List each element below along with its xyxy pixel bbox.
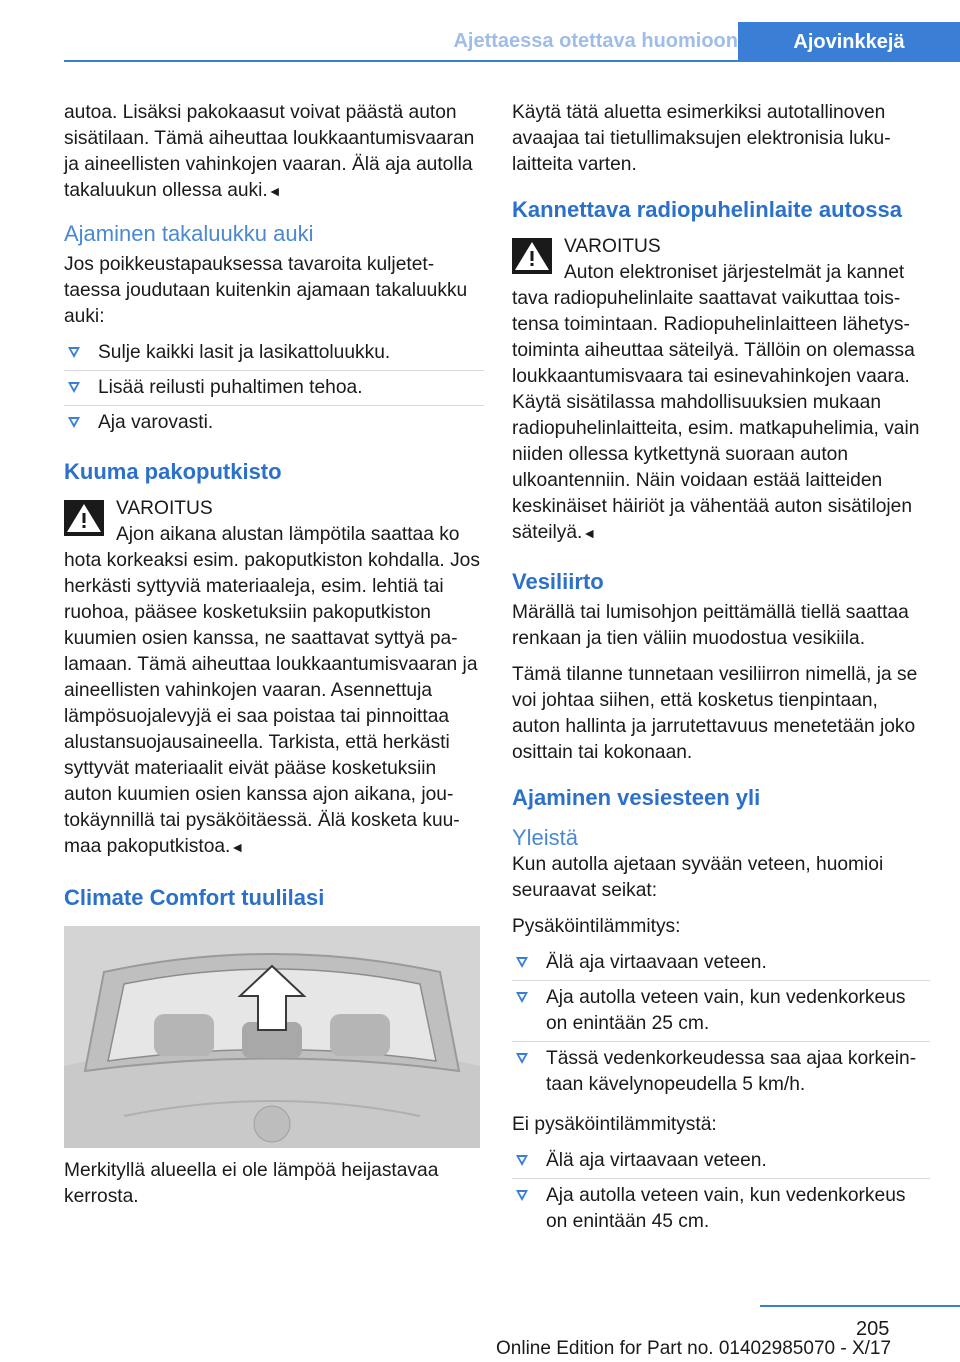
warning-label: VAROITUS (564, 236, 661, 257)
page-number: 205 (856, 1318, 890, 1340)
bullet-triangle-icon (516, 957, 528, 968)
end-mark-icon: ◄ (230, 839, 245, 855)
windshield-illustration (64, 926, 480, 1148)
header-chapter-tab: Ajovinkkejä (738, 22, 960, 62)
header-rule (64, 60, 960, 62)
bullet-triangle-icon (516, 992, 528, 1003)
left-column (64, 100, 484, 1220)
page-header (64, 0, 960, 62)
list-item: Aja autolla veteen vain, kun vedenkorkeus on enintään 45 cm. (512, 1183, 930, 1239)
footer-edition: Online Edition for Part no. 01402985070 - X/17 (496, 1338, 892, 1359)
bullet-triangle-icon (516, 1190, 528, 1201)
warning-triangle-icon (64, 500, 104, 536)
windshield-figure (64, 926, 480, 1148)
section-heading-climate-windshield: Climate Comfort tuulilasi (64, 885, 325, 910)
header-section-title: Ajettaessa otettava huomioon (453, 30, 738, 52)
list-item: Lisää reilusti puhaltimen tehoa. (64, 375, 484, 406)
open-tailgate-list (64, 340, 484, 440)
bullet-triangle-icon (68, 382, 80, 393)
section-heading-open-tailgate: Ajaminen takaluukku auki (64, 221, 314, 246)
warning-text: tava radiopuhelinlaite saattavat vaikuttaa toistensa toimintaan. Radiopuhelinlaitteen lähetystoiminta aiheuttaa säteilyä. Tällöin on olemassa loukkaantumisvaara tai esinevahinkojen vaara. Käytä sisätilassa mahdollisuuksien mukaan radiopuhelinlaitteita, esim. matkapuhelimia, vain niiden ollessa kytkettynä suoraan auton ulkoantenniin. Näin voidaan estää laitteiden keskinäiset häiriöt ja vähentää auton sisätilojen säteilyä.◄ (512, 288, 920, 543)
list-item: Älä aja virtaavaan veteen. (512, 950, 930, 981)
warning-triangle-icon (512, 238, 552, 274)
list-item: Sulje kaikki lasit ja lasikattoluukku. (64, 340, 484, 371)
bullet-triangle-icon (68, 417, 80, 428)
right-column (512, 100, 930, 1249)
water-crossing-paragraph: Kun autolla ajetaan syvään veteen, huomioi seuraavat seikat: (512, 854, 884, 901)
list-item: Aja autolla veteen vain, kun vedenkorkeus on enintään 25 cm. (512, 985, 930, 1042)
right-intro-paragraph: Käytä tätä aluetta esimerkiksi autotallinoven avaajaa tai tietullimaksujen elektronisia lukulaitteita varten. (512, 102, 891, 175)
list-item: Tässä vedenkorkeudessa saa ajaa korkeintaan kävelynopeudella 5 km/h. (512, 1046, 930, 1102)
heater-label: Pysäköintilämmitys: (512, 916, 681, 937)
figure-caption: Merkityllä alueella ei ole lämpöä heijastavaa kerrosta. (64, 1160, 439, 1207)
left-intro-paragraph: autoa. Lisäksi pakokaasut voivat päästä auton sisätilaan. Tämä aiheuttaa loukkaantumisvaaran ja aineellisten vahinkojen vaaran. Älä aja autolla takaluukun ollessa auki.◄ (64, 102, 475, 201)
bullet-triangle-icon (516, 1053, 528, 1064)
warning-block-exhaust (64, 496, 484, 860)
end-mark-icon: ◄ (267, 183, 282, 199)
section-heading-radio-phone: Kannettava radiopuhelinlaite autossa (512, 197, 902, 222)
list-item: Älä aja virtaavaan veteen. (512, 1148, 930, 1179)
heater-list (512, 950, 930, 1102)
no-heater-list (512, 1148, 930, 1239)
end-mark-icon: ◄ (582, 525, 597, 541)
open-tailgate-paragraph: Jos poikkeustapauksessa tavaroita kuljetettaessa joudutaan kuitenkin ajamaan takaluukku auki: (64, 254, 468, 327)
section-heading-water-crossing: Ajaminen vesiesteen yli (512, 785, 761, 810)
no-heater-label: Ei pysäköintilämmitystä: (512, 1114, 717, 1135)
aquaplaning-paragraph-2: Tämä tilanne tunnetaan vesiliirron nimellä, ja se voi johtaa siihen, että kosketus tienpintaan, auton hallinta ja jarrutettavuus menetetään joko osittain tai kokonaan. (512, 664, 918, 763)
warning-text-first-line: Auton elektroniset järjestelmät ja kannet (564, 262, 905, 283)
warning-text: hota korkeaksi esim. pakoputkiston kohdalla. Jos herkästi syttyviä materiaaleja, esim. lehtiä tai ruohoa, pääsee kosketuksiin pakoputkiston kuumien osien kanssa, ne saattavat syttyä palamaan. Tämä aiheuttaa loukkaantumisvaaran ja aineellisten vahinkojen vaaran. Asennettuja lämpösuojalevyjä ei saa poistaa tai pinnoittaa alustansuojausaineella. Tarkista, että herkästi syttyvät materiaalit eivät pääse kosketuksiin auton kuumien osien kanssa ajon aikana, joutokäynnillä tai pysäköitäessä. Älä kosketa kuumaa pakoputkistoa.◄ (64, 550, 480, 857)
warning-block-radio (512, 234, 930, 546)
bullet-triangle-icon (516, 1155, 528, 1166)
warning-text-first-line: Ajon aikana alustan lämpötila saattaa ko (116, 524, 460, 545)
aquaplaning-paragraph-1: Märällä tai lumisohjon peittämällä tiellä saattaa renkaan ja tien väliin muodostua vesikiila. (512, 602, 909, 649)
section-heading-aquaplaning: Vesiliirto (512, 569, 604, 594)
subheading-general: Yleistä (512, 825, 579, 850)
section-heading-hot-exhaust: Kuuma pakoputkisto (64, 459, 282, 484)
footer-rule (760, 1305, 960, 1307)
warning-label: VAROITUS (116, 498, 213, 519)
list-item: Aja varovasti. (64, 410, 484, 440)
bullet-triangle-icon (68, 347, 80, 358)
